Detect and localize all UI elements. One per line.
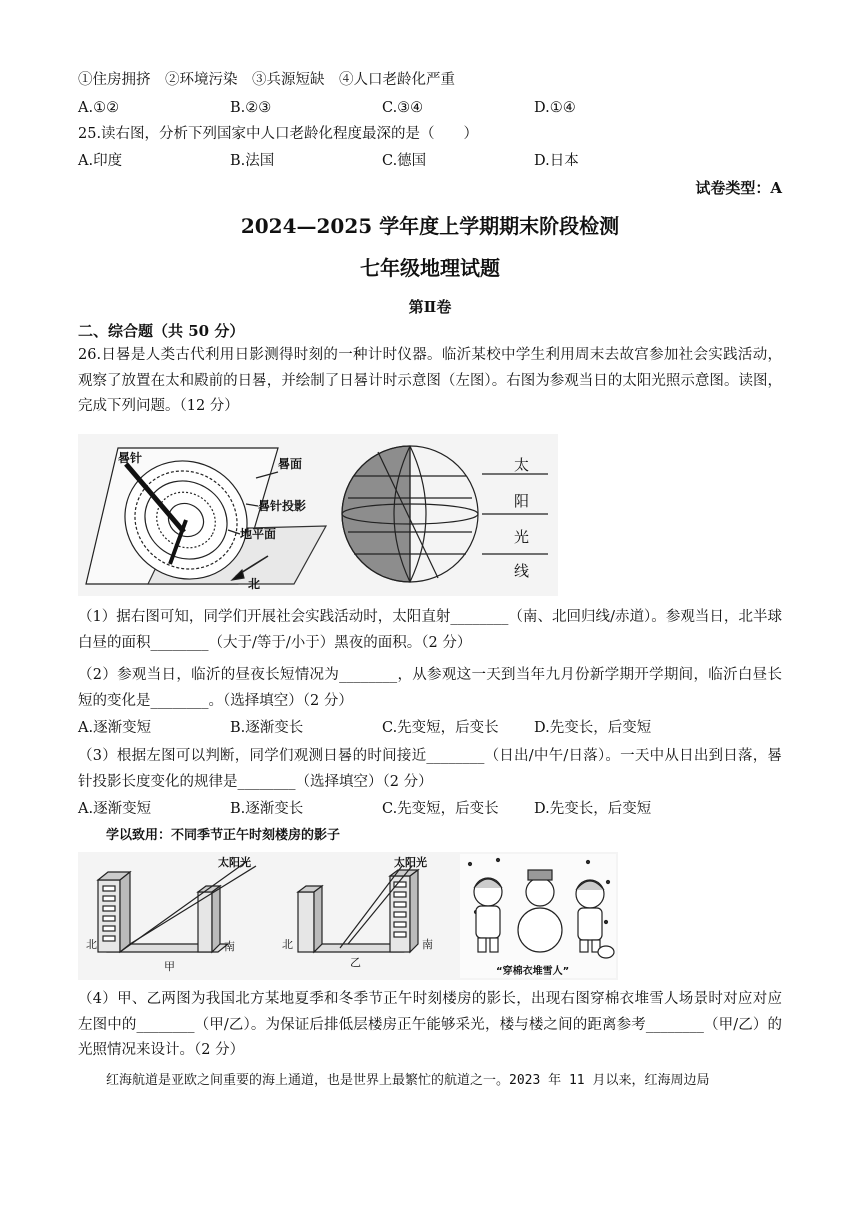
sunlight-label-yi: 太阳光 (394, 856, 427, 869)
q26-2-option-a: A.逐渐变短 (78, 720, 152, 736)
label-north: 北 (248, 577, 261, 591)
building-shadows-svg (78, 852, 618, 980)
q26-part-3: （3）根据左图可以判断，同学们观测日晷的时间接近________（日出/中午/日落）。一天中从日出到日落，晷针投影长度变化的规律是________（选择填空）（2 分） (78, 748, 782, 790)
q26-3-option-b: B.逐渐变长 (230, 801, 304, 817)
q24-option-d: D.①④ (534, 100, 576, 116)
q24-option-c: C.③④ (382, 100, 424, 116)
label-ground: 地平面 (240, 527, 277, 541)
q26-2-option-c: C.先变短，后变长 (382, 720, 499, 736)
q25-option-d: D.日本 (534, 153, 579, 169)
sun-char-3: 光 (514, 528, 530, 546)
exam-title: 2024—2025 学年度上学期期末阶段检测 (240, 214, 620, 238)
section-heading: 二、综合题（共 50 分） (78, 322, 245, 340)
jia-label: 甲 (164, 960, 175, 973)
label-shadow: 晷针投影 (258, 499, 307, 513)
figure-building-shadows (78, 852, 618, 980)
q26-3-option-c: C.先变短，后变长 (382, 801, 499, 817)
label-dial-face: 晷面 (278, 457, 303, 471)
q26-3-option-a: A.逐渐变短 (78, 801, 152, 817)
paper-type: 试卷类型：A (695, 179, 782, 197)
subject-title: 七年级地理试题 (360, 256, 500, 280)
north-label-yi: 北 (282, 938, 293, 951)
south-label-jia: 南 (224, 940, 235, 953)
red-sea-intro: 红海航道是亚欧之间重要的海上通道，也是世界上最繁忙的航道之一。2023 年 11 月以来，红海周边局 (106, 1073, 710, 1088)
sunlight-label-jia: 太阳光 (218, 856, 251, 869)
q26-3-option-d: D.先变长，后变短 (534, 801, 652, 817)
south-label-yi: 南 (422, 938, 433, 951)
north-label-jia: 北 (86, 938, 97, 951)
yi-label: 乙 (350, 956, 361, 969)
apply-title: 学以致用：不同季节正午时刻楼房的影子 (106, 828, 341, 843)
q26-intro: 26.日晷是人类古代利用日影测得时刻的一种计时仪器。临沂某校中学生利用周末去故宫参加社会实践活动，观察了放置在太和殿前的日晷，并绘制了日晷计时示意图（左图）。右图为参观当日的太阳光照示意图。读图，完成下列问题。（12 分） (78, 347, 782, 414)
sun-char-2: 阳 (514, 492, 530, 510)
snowman-illustration (460, 854, 616, 978)
q24-option-a: A.①② (78, 100, 120, 116)
q24-option-b: B.②③ (230, 100, 272, 116)
q25-option-b: B.法国 (230, 153, 275, 169)
sun-char-4: 线 (514, 562, 530, 580)
q24-choices: ①住房拥挤 ②环境污染 ③兵源短缺 ④人口老龄化严重 (78, 72, 455, 88)
q26-2-option-d: D.先变长，后变短 (534, 720, 652, 736)
figure-sundial-and-globe (78, 434, 558, 596)
q25-stem: 25.读右图，分析下列国家中人口老龄化程度最深的是（ ） (78, 126, 479, 142)
volume-label: 第Ⅱ卷 (408, 298, 452, 316)
label-gnomon: 晷针 (118, 451, 143, 465)
q26-part-1: （1）据右图可知，同学们开展社会实践活动时，太阳直射________（南、北回归线/赤道）。参观当日，北半球白昼的面积________（大于/等于/小于）黑夜的面积。（2 分） (78, 609, 782, 651)
sundial-globe-svg (78, 434, 558, 596)
q25-option-a: A.印度 (78, 153, 123, 169)
snowman-caption: “穿棉衣堆雪人” (496, 966, 570, 977)
sun-char-1: 太 (514, 456, 530, 474)
q26-2-option-b: B.逐渐变长 (230, 720, 304, 736)
q26-part-2: （2）参观当日，临沂的昼夜长短情况为________，从参观这一天到当年九月份新学期开学期间，临沂白昼长短的变化是________。（选择填空）（2 分） (78, 667, 782, 709)
q25-option-c: C.德国 (382, 153, 427, 169)
q26-part-4: （4）甲、乙两图为我国北方某地夏季和冬季节正午时刻楼房的影长，出现右图穿棉衣堆雪人场景时对应对应左图中的________（甲/乙）。为保证后排低层楼房正午能够采光，楼与楼之间的距离参考________（甲/乙）的光照情况来设计。（2 分） (78, 991, 782, 1058)
